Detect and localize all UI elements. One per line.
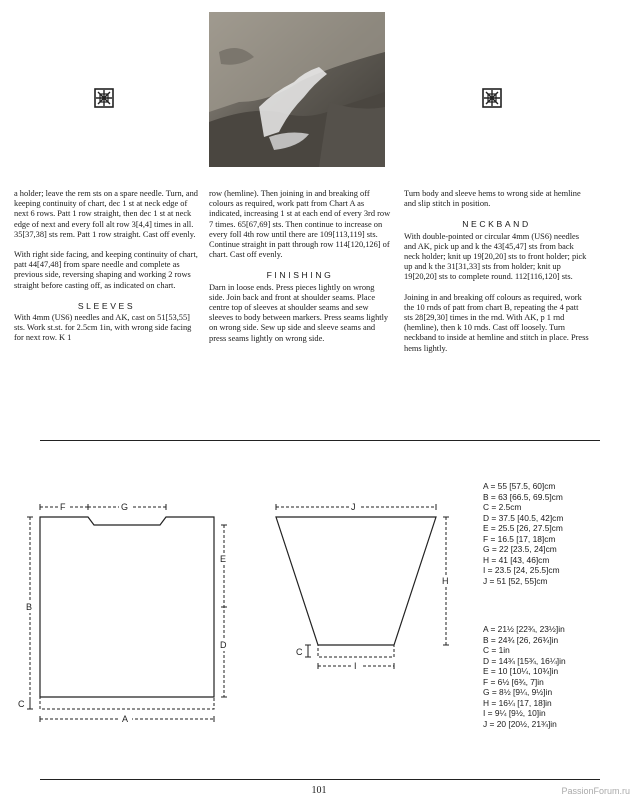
measurement-line: J = 51 [52, 55]cm bbox=[483, 575, 548, 586]
dimension-label-d: D bbox=[220, 640, 227, 650]
dimension-label-h: H bbox=[442, 576, 449, 586]
measurement-line: C = 2.5cm bbox=[483, 502, 522, 512]
paragraph: With 4mm (US6) needles and AK, cast on 51[53,55] sts. Work st.st. for 2.5cm 1in, with wrong side facing for next row. K 1 bbox=[14, 313, 192, 343]
text-column-2 bbox=[209, 189, 391, 354]
measurement-line: A = 55 [57.5, 60]cm bbox=[483, 481, 556, 491]
dimension-label-c: C bbox=[296, 647, 303, 657]
dimension-label-j: J bbox=[351, 502, 356, 512]
paragraph: With right side facing, and keeping continuity of chart, patt 44[47,48] from spare needle and complete as previous side, reversing shaping and working 2 rows straight before casting off, as indicated on chart. bbox=[14, 250, 198, 290]
measurement-line: H = 16¼ [17, 18]in bbox=[483, 697, 552, 708]
sleeve-hem bbox=[318, 645, 394, 657]
section-heading: FINISHING bbox=[266, 270, 334, 281]
paragraph: a holder; leave the rem sts on a spare needle. Turn, and keeping continuity of chart, dec 1 st at neck edge of next 6 rows. Patt 1 row straight, then dec 1 st at neck edge of next and every foll alt row 3[4,4] times in all. 35[37,38] sts rem. Patt 1 row straight. Cast off evenly. bbox=[14, 189, 198, 239]
divider bbox=[40, 779, 600, 780]
body-piece-outline bbox=[40, 517, 214, 697]
watermark: PassionForum.ru bbox=[561, 786, 630, 796]
paragraph: With double-pointed or circular 4mm (US6) needles and AK, pick up and k the 43[45,47] sts from back neck holder; knit up 19[20,20] sts to front holder; pick up and k the 31[31,33] sts from holder; knit up 19[20,20] sts to complete round. 112[116,120] sts. bbox=[404, 231, 587, 282]
measurements-cm bbox=[483, 481, 563, 586]
dimension-label-i: I bbox=[354, 661, 357, 671]
dimension-label-b: B bbox=[26, 602, 33, 612]
body-hem bbox=[40, 697, 214, 709]
paragraph: Joining in and breaking off colours as required, work the 10 rnds of patt from chart B, repeating the 4 patt sts 28[29,30] times in the rnd. With AK, p 1 rnd (hemline), then k 10 rnds. Cast off loosely. Turn neckband to inside at hemline and stitch in place. Press hems lightly. bbox=[404, 292, 589, 353]
measurement-line: B = 24¾ [26, 26¾]in bbox=[483, 634, 559, 645]
dimension-label-g: G bbox=[121, 502, 129, 512]
measurement-line: D = 14¾ [15¾, 16¼]in bbox=[483, 655, 566, 666]
dimension-label-f: F bbox=[60, 502, 66, 512]
measurement-line: G = 8½ [9¼, 9½]in bbox=[483, 687, 553, 697]
measurement-line: H = 41 [43, 46]cm bbox=[483, 554, 550, 565]
measurement-line: B = 63 [66.5, 69.5]cm bbox=[483, 491, 563, 502]
divider bbox=[40, 440, 600, 441]
waterfall-photo bbox=[209, 12, 385, 167]
text-column-1 bbox=[14, 189, 199, 354]
celtic-knot-icon bbox=[94, 88, 114, 108]
page-number: 101 bbox=[311, 785, 327, 796]
measurement-line: F = 16.5 [17, 18]cm bbox=[483, 533, 556, 544]
paragraph: Turn body and sleeve hems to wrong side at hemline and slip stitch in position. bbox=[404, 189, 581, 209]
dimension-label-a: A bbox=[122, 714, 129, 724]
measurement-line: D = 37.5 [40.5, 42]cm bbox=[483, 512, 564, 523]
paragraph: Darn in loose ends. Press pieces lightly on wrong side. Join back and front at shoulder seams. Place centre top of sleeves at shoulder seams and sew sleeves to body between markers. Press seams lightly on wrong side. Sew up side and sleeve seams and press seams lightly on wrong side. bbox=[209, 282, 389, 343]
dimension-label-c: C bbox=[18, 699, 25, 709]
measurement-line: A = 21½ [22¾, 23½]in bbox=[483, 624, 565, 634]
measurement-line: I = 23.5 [24, 25.5]cm bbox=[483, 565, 560, 575]
celtic-knot-icon bbox=[482, 88, 502, 108]
paragraph: row (hemline). Then joining in and breaking off colours as required, work patt from Chart A as indicated, increasing 1 st at each end of every 3rd row 7 times. 65[67,69] sts. Then continue to increase on every foll 4th row until there are 109[113,119] sts. Continue straight in patt through row 114[120,126] of chart. Cast off evenly. bbox=[209, 189, 391, 260]
measurement-line: G = 22 [23.5, 24]cm bbox=[483, 544, 557, 554]
measurement-line: J = 20 [20½, 21¾]in bbox=[483, 718, 557, 729]
section-heading: SLEEVES bbox=[77, 300, 136, 311]
measurement-line: E = 25.5 [26, 27.5]cm bbox=[483, 523, 563, 533]
measurement-line: I = 9¼ [9½, 10]in bbox=[483, 708, 546, 718]
text-column-3 bbox=[404, 189, 589, 364]
dimension-label-e: E bbox=[220, 554, 227, 564]
measurements-in bbox=[483, 624, 566, 729]
garment-schematic bbox=[0, 495, 460, 730]
sleeve-piece-outline bbox=[276, 517, 436, 645]
measurement-line: E = 10 [10¼, 10¾]in bbox=[483, 666, 559, 676]
measurement-line: F = 6½ [6¾, 7]in bbox=[483, 676, 544, 687]
measurement-line: C = 1in bbox=[483, 645, 510, 655]
section-heading: NECKBAND bbox=[462, 219, 531, 230]
